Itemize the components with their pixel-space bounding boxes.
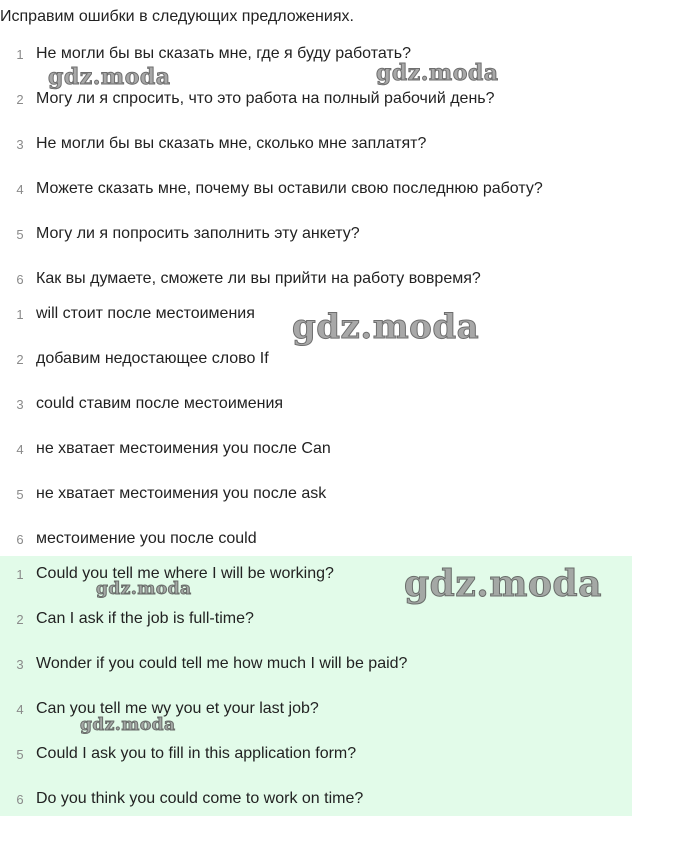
item-text: Wonder if you could tell me how much I will be paid?: [36, 655, 408, 672]
watermark: gdz.moda: [48, 64, 171, 90]
watermark: gdz.moda: [376, 60, 499, 86]
item-number: 1: [16, 47, 24, 62]
item-number: 3: [16, 657, 24, 672]
item-number: 3: [16, 397, 24, 412]
item-text: could ставим после местоимения: [36, 395, 284, 412]
item-text: Can you tell me wy you et your last job?: [36, 700, 319, 717]
exercise-heading: Исправим ошибки в следующих предложениях.: [0, 8, 354, 25]
item-text: Могу ли я спросить, что это работа на полный рабочий день?: [36, 90, 495, 107]
item-number: 2: [16, 92, 24, 107]
item-text: will стоит после местоимения: [36, 305, 255, 322]
item-text: добавим недостающее слово If: [36, 350, 269, 367]
item-text: Could I ask you to fill in this application form?: [36, 745, 357, 762]
item-number: 5: [16, 227, 24, 242]
watermark: gdz.moda: [96, 579, 192, 599]
item-text: Не могли бы вы сказать мне, где я буду работать?: [36, 45, 411, 62]
item-number: 6: [16, 532, 24, 547]
item-text: местоимение you после could: [36, 530, 257, 547]
watermark: gdz.moda: [292, 307, 480, 347]
item-number: 6: [16, 272, 24, 287]
item-number: 2: [16, 612, 24, 627]
item-text: Как вы думаете, сможете ли вы прийти на работу вовремя?: [36, 270, 481, 287]
item-text: Можете сказать мне, почему вы оставили свою последнюю работу?: [36, 180, 543, 197]
watermark: gdz.moda: [80, 715, 176, 735]
item-text: Do you think you could come to work on time?: [36, 790, 364, 807]
item-number: 5: [16, 487, 24, 502]
item-number: 4: [16, 182, 24, 197]
item-text: Could you tell me where I will be working?: [36, 565, 334, 582]
item-number: 4: [16, 702, 24, 717]
item-number: 4: [16, 442, 24, 457]
item-number: 1: [16, 307, 24, 322]
item-text: Могу ли я попросить заполнить эту анкету?: [36, 225, 360, 242]
item-text: не хватает местоимения you после ask: [36, 485, 327, 502]
item-number: 2: [16, 352, 24, 367]
item-text: Can I ask if the job is full-time?: [36, 610, 254, 627]
item-text: Не могли бы вы сказать мне, сколько мне заплатят?: [36, 135, 427, 152]
item-number: 3: [16, 137, 24, 152]
item-number: 6: [16, 792, 24, 807]
item-number: 5: [16, 747, 24, 762]
item-number: 1: [16, 567, 24, 582]
watermark: gdz.moda: [404, 563, 602, 605]
item-text: не хватает местоимения you после Can: [36, 440, 331, 457]
